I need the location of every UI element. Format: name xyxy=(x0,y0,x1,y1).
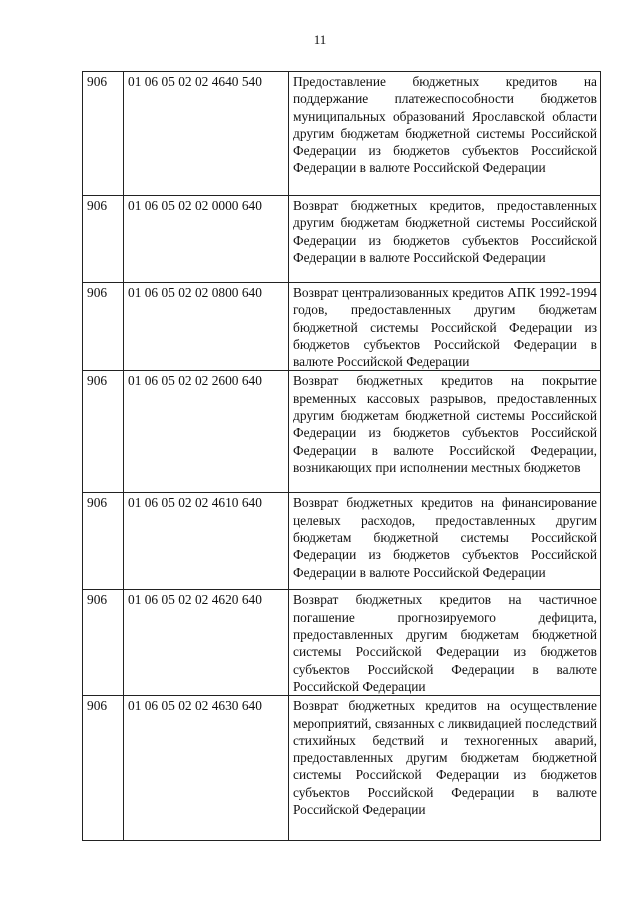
classification-code-cell: 01 06 05 02 02 4630 640 xyxy=(124,696,289,841)
item-name-cell: Возврат бюджетных кредитов на покрытие временных кассовых разрывов, предоставленных другим бюджетам бюджетной системы Российской Федерации из бюджетов субъектов Российской Федерации в валюте Российской Федерации, возникающих при исполнении местных бюджетов xyxy=(289,371,601,493)
admin-code-cell: 906 xyxy=(83,696,124,841)
admin-code-cell: 906 xyxy=(83,72,124,196)
table-row xyxy=(83,493,601,590)
admin-code-cell: 906 xyxy=(83,283,124,371)
table-row xyxy=(83,72,601,196)
classification-code-cell: 01 06 05 02 02 0000 640 xyxy=(124,196,289,283)
admin-code-cell: 906 xyxy=(83,371,124,493)
classification-code-cell: 01 06 05 02 02 4610 640 xyxy=(124,493,289,590)
classification-code-cell: 01 06 05 02 02 0800 640 xyxy=(124,283,289,371)
item-name-cell: Возврат бюджетных кредитов, предоставленных другим бюджетам бюджетной системы Российской Федерации из бюджетов субъектов Российской Федерации в валюте Российской Федерации xyxy=(289,196,601,283)
item-name-cell: Возврат централизованных кредитов АПК 1992-1994 годов, предоставленных другим бюджетам бюджетной системы Российской Федерации из бюджетов субъектов Российской Федерации в валюте Российской Федерации xyxy=(289,283,601,371)
table-row xyxy=(83,590,601,696)
classification-code-cell: 01 06 05 02 02 2600 640 xyxy=(124,371,289,493)
page-number: 11 xyxy=(313,32,327,47)
item-name-cell: Возврат бюджетных кредитов на финансирование целевых расходов, предоставленных другим бюджетам бюджетной системы Российской Федерации из бюджетов субъектов Российской Федерации в валюте Российской Федерации xyxy=(289,493,601,590)
table-row xyxy=(83,283,601,371)
table-row xyxy=(83,371,601,493)
item-name-cell: Предоставление бюджетных кредитов на поддержание платежеспособности бюджетов муниципальных образований Ярославской области другим бюджетам бюджетной системы Российской Федерации из бюджетов субъектов Российской Федерации в валюте Российской Федерации xyxy=(289,72,601,196)
budget-sources-table xyxy=(82,71,601,841)
admin-code-cell: 906 xyxy=(83,196,124,283)
admin-code-cell: 906 xyxy=(83,590,124,696)
admin-code-cell: 906 xyxy=(83,493,124,590)
classification-code-cell: 01 06 05 02 02 4640 540 xyxy=(124,72,289,196)
table-row xyxy=(83,696,601,841)
table-row xyxy=(83,196,601,283)
item-name-cell: Возврат бюджетных кредитов на осуществление мероприятий, связанных с ликвидацией последствий стихийных бедствий и техногенных аварий, предоставленных другим бюджетам бюджетной системы Российской Федерации из бюджетов субъектов Российской Федерации в валюте Российской Федерации xyxy=(289,696,601,841)
item-name-cell: Возврат бюджетных кредитов на частичное погашение прогнозируемого дефицита, предоставленных другим бюджетам бюджетной системы Российской Федерации из бюджетов субъектов Российской Федерации в валюте Российской Федерации xyxy=(289,590,601,696)
classification-code-cell: 01 06 05 02 02 4620 640 xyxy=(124,590,289,696)
